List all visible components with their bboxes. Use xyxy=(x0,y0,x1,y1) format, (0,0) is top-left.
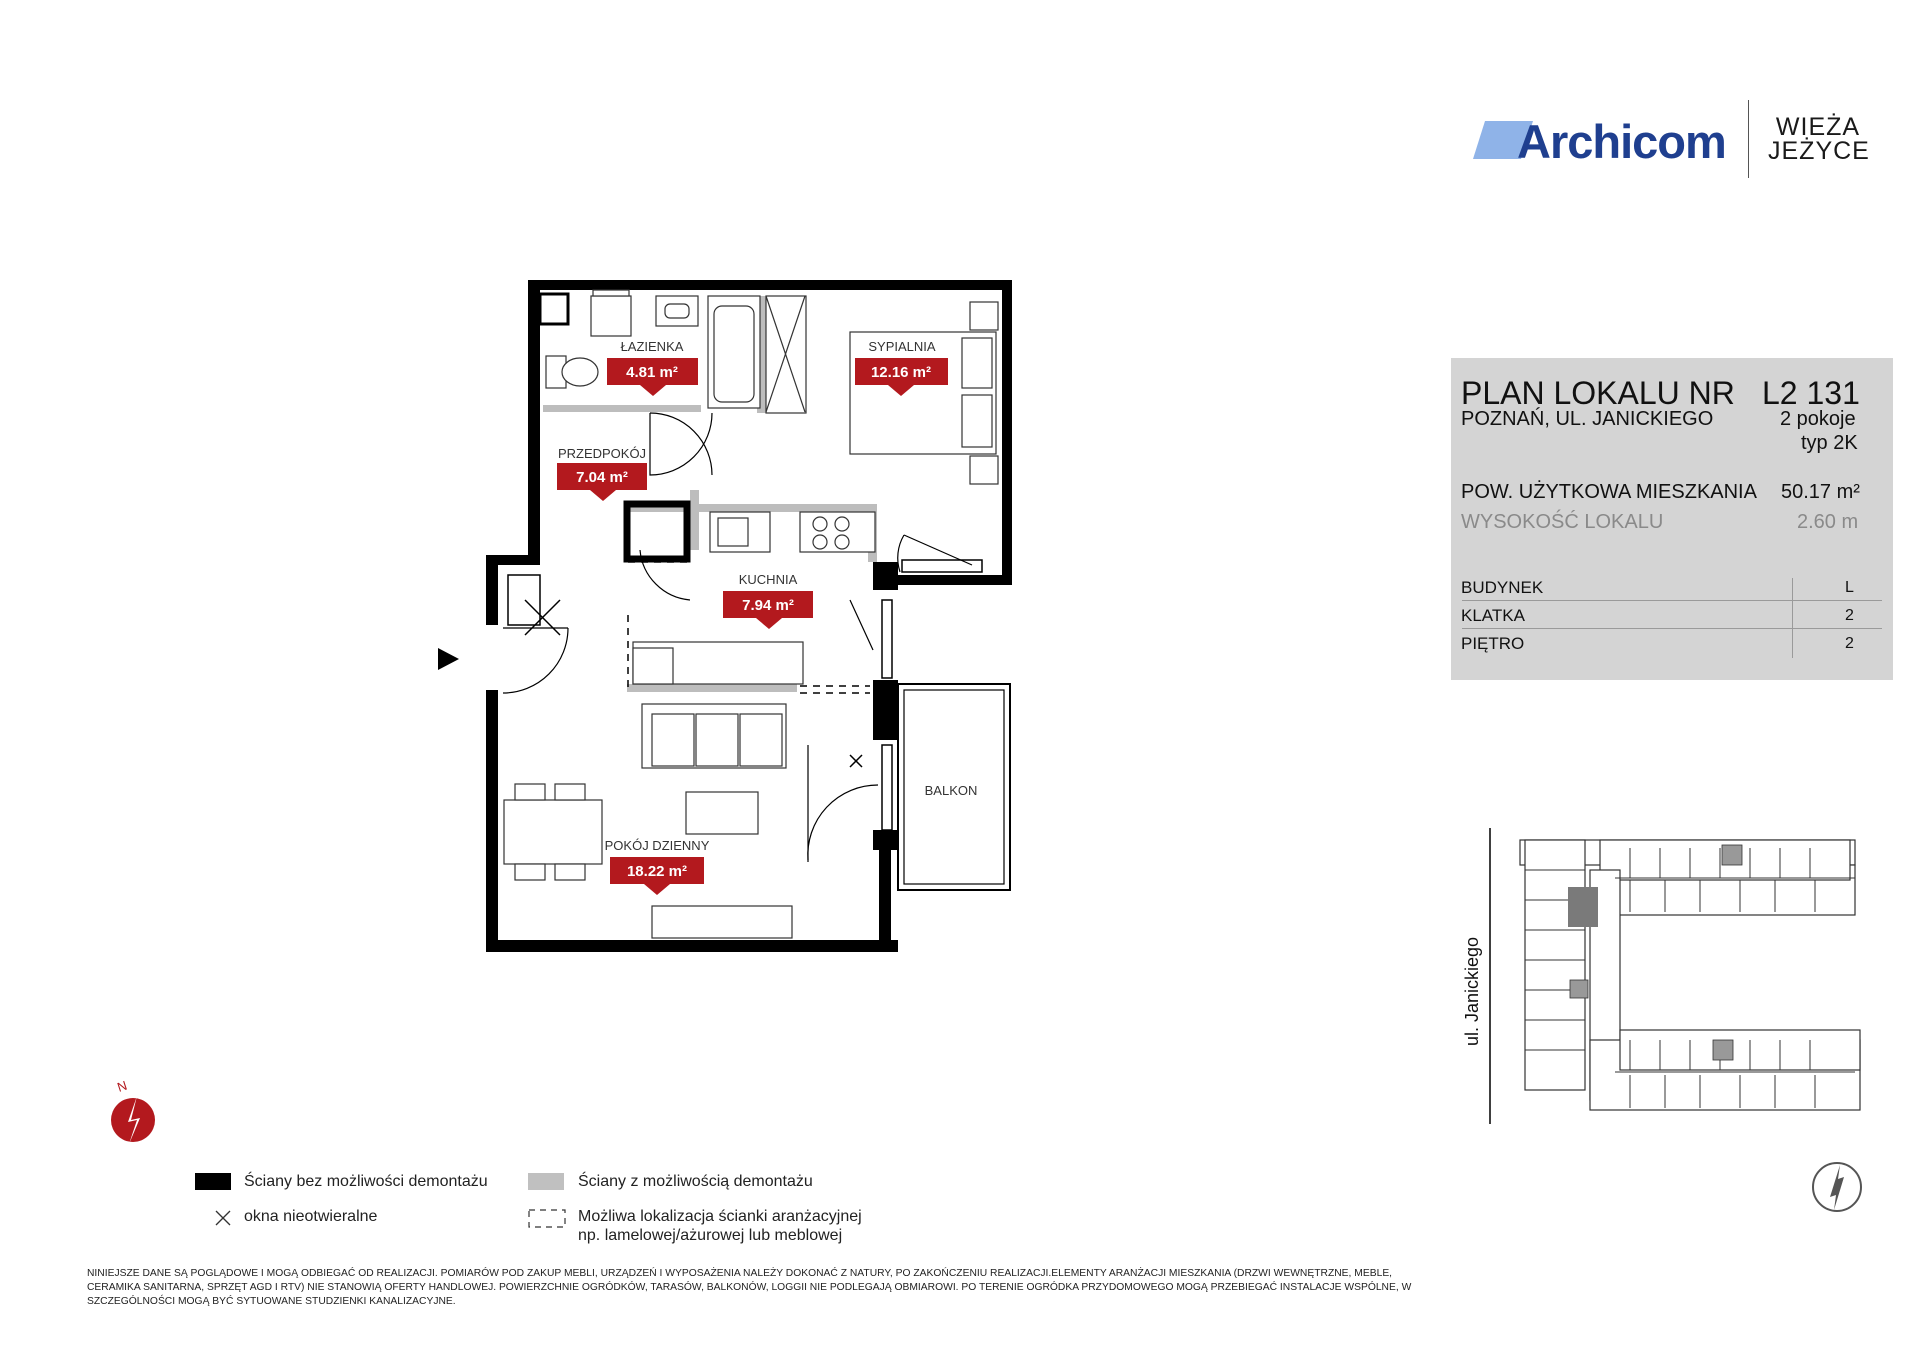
area-badge-bathroom xyxy=(607,358,698,396)
building-label: BUDYNEK xyxy=(1461,578,1544,597)
floor-label: PIĘTRO xyxy=(1461,634,1525,653)
usable-area-label: POW. UŻYTKOWA MIESZKANIA xyxy=(1461,481,1757,503)
legend-fixed-window-icon xyxy=(216,1211,230,1225)
area-bedroom: 12.16 m² xyxy=(870,364,932,381)
area-badge-living xyxy=(610,857,704,895)
building-value: L xyxy=(1845,579,1854,596)
usable-area-value: 50.17 m² xyxy=(1781,481,1860,503)
unit-height-label: WYSOKOŚĆ LOKALU xyxy=(1461,511,1664,533)
room-name-bathroom: ŁAZIENKA xyxy=(620,339,684,354)
room-name-living: POKÓJ DZIENNY xyxy=(604,838,710,853)
project-name-line1: WIEŻA xyxy=(1775,113,1861,141)
unit-address: POZNAŃ, UL. JANICKIEGO xyxy=(1461,408,1714,430)
site-plan xyxy=(1490,828,1860,1124)
site-plan-highlighted-unit xyxy=(1568,887,1598,927)
staircase-label: KLATKA xyxy=(1461,606,1525,625)
room-name-balcony: BALKON xyxy=(924,783,978,798)
room-name-bedroom: SYPIALNIA xyxy=(868,339,936,354)
floor-value: 2 xyxy=(1845,635,1854,652)
staircase-value: 2 xyxy=(1845,607,1854,624)
street-label: ul. Janickiego xyxy=(1462,936,1482,1046)
unit-height-value: 2.60 m xyxy=(1797,511,1859,533)
area-bathroom: 4.81 m² xyxy=(626,364,678,381)
legend-removable-walls-label: Ściany z możliwością demontażu xyxy=(578,1173,813,1190)
area-badge-hall xyxy=(557,463,647,501)
entrance-arrow-icon xyxy=(438,648,459,670)
fixed-window-marker xyxy=(850,755,862,767)
legend-partition-label-1: Możliwa lokalizacja ścianki aranżacyjnej xyxy=(578,1208,862,1225)
legend-removable-wall-swatch xyxy=(528,1173,564,1190)
disclaimer-text: NINIEJSZE DANE SĄ POGLĄDOWE I MOGĄ ODBIEGAĆ OD REALIZACJI. POMIARÓW POD ZAKUP MEBLI, URZĄDZEŃ I WYPOSAŻENIA NALEŻY DOKONAĆ Z NATURY, PO ZAKOŃCZENIU REALIZACJI.ELEMENTY ARANŻACJI MIESZKANIA (DRZWI WEWNĘTRZNE, MEBLE, CERAMIKA SANITARNA, SPRZĘT AGD I RTV) NIE STANOWIĄ OFERTY HANDLOWEJ. POWIERZCHNIE OGRÓDKÓW, TARASÓW, BALKONÓW, LOGGII NIE PODLEGAJĄ OBMIAROWI. PO TERENIE OGRÓDKA PRZYDOMOWEGO MOGĄ PRZEBIEGAĆ INSTALACJE WSPÓLNE, W SZCZEGÓLNOŚCI MOGĄ BYĆ SYTUOWANE STUDZIENKI KANALIZACYJNE. xyxy=(87,1268,1412,1307)
north-letter: N xyxy=(115,1077,129,1095)
unit-rooms: 2 pokoje xyxy=(1780,408,1856,430)
plan-title: PLAN LOKALU NR xyxy=(1461,375,1735,411)
north-compass-icon xyxy=(111,1078,155,1144)
area-kitchen: 7.94 m² xyxy=(742,597,794,614)
site-compass-icon xyxy=(1813,1163,1861,1211)
legend-fixed-walls-label: Ściany bez możliwości demontażu xyxy=(244,1173,488,1190)
legend-partition-label-2: np. lamelowej/ażurowej lub meblowej xyxy=(578,1227,843,1244)
unit-type: typ 2K xyxy=(1801,432,1858,454)
room-name-hall: PRZEDPOKÓJ xyxy=(557,446,647,461)
archicom-logo-text: Archicom xyxy=(1517,115,1726,168)
area-badge-kitchen xyxy=(723,591,813,629)
unit-number: L2 131 xyxy=(1762,375,1860,411)
area-living: 18.22 m² xyxy=(626,863,688,880)
legend-fixed-windows-label: okna nieotwieralne xyxy=(244,1208,378,1225)
area-hall: 7.04 m² xyxy=(576,469,628,486)
project-name-line2: JEŻYCE xyxy=(1768,137,1870,165)
room-name-kitchen: KUCHNIA xyxy=(738,572,798,587)
legend-fixed-wall-swatch xyxy=(195,1173,231,1190)
legend-partition-swatch xyxy=(529,1210,565,1227)
